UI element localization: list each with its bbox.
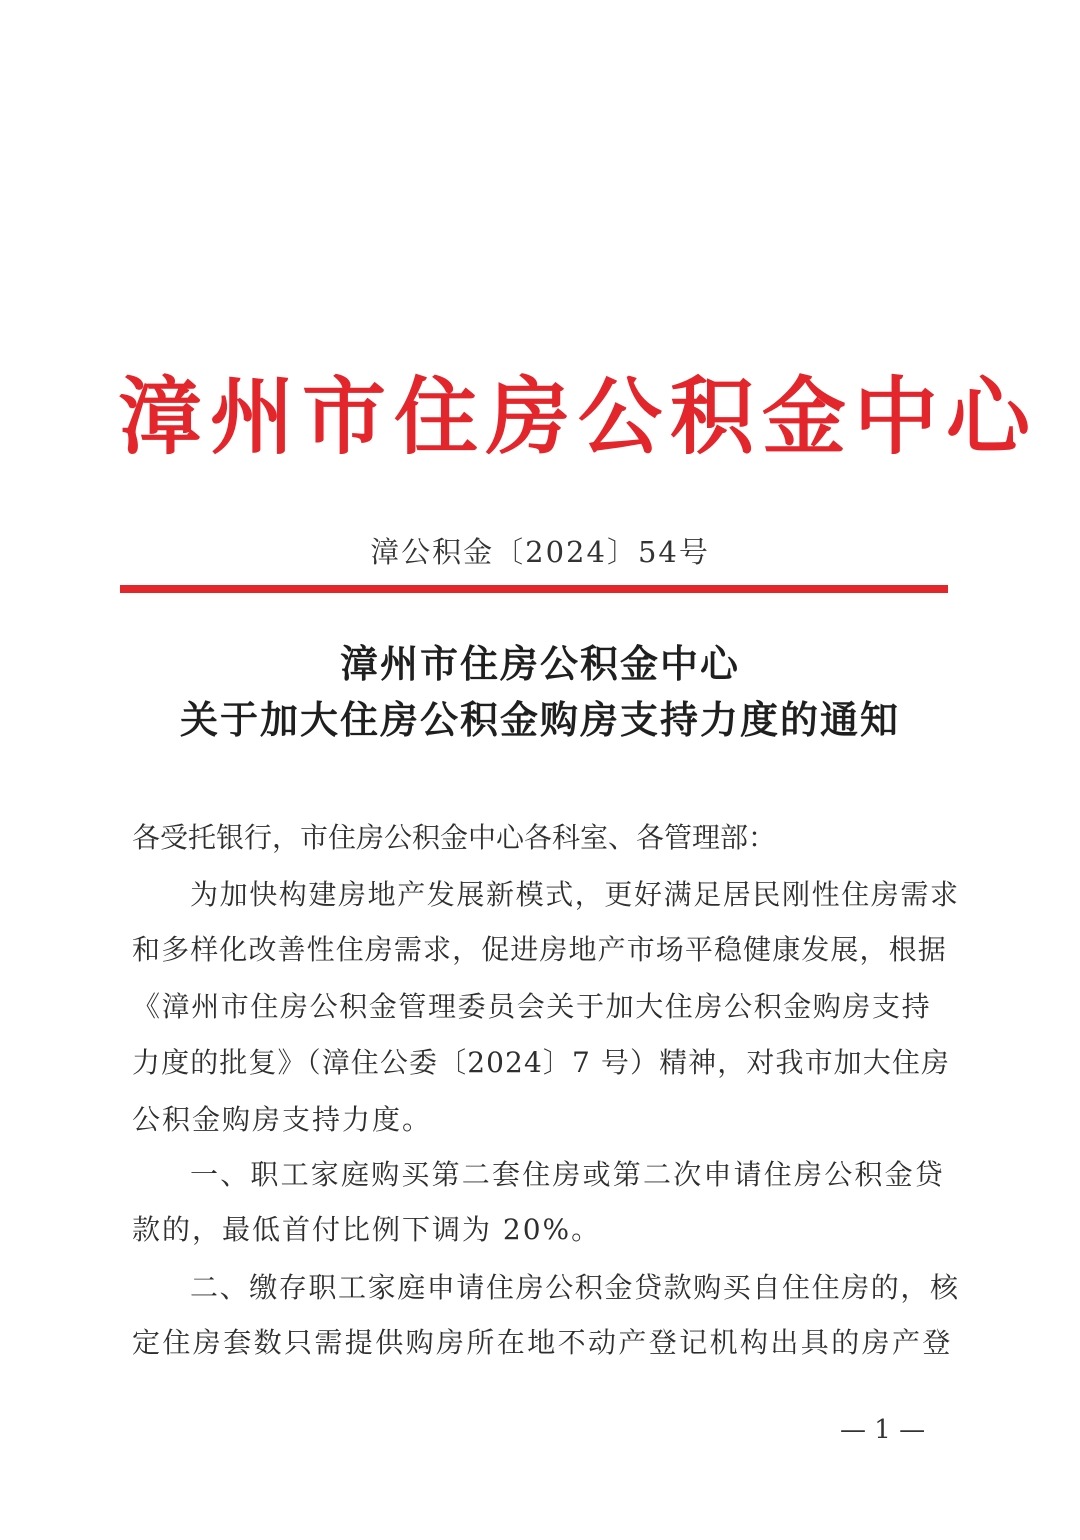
agency-header: 漳州市住房公积金中心 (118, 367, 1039, 466)
item-2-line: 定住房套数只需提供购房所在地不动产登记机构出具的房产登 (132, 1326, 953, 1359)
paragraph-line: 公积金购房支持力度。 (132, 1103, 433, 1136)
paragraph-line: 为加快构建房地产发展新模式，更好满足居民刚性住房需求 (190, 878, 960, 911)
document-title-line-2: 关于加大住房公积金购房支持力度的通知 (179, 697, 900, 742)
item-1-line: 一、职工家庭购买第二套住房或第二次申请住房公积金贷 (190, 1158, 946, 1191)
page-number: — 1 — (840, 1415, 926, 1445)
document-title-line-1: 漳州市住房公积金中心 (339, 641, 740, 686)
paragraph-line: 和多样化改善性住房需求，促进房地产市场平稳健康发展，根据 (132, 933, 947, 966)
addressee-line: 各受托银行，市住房公积金中心各科室、各管理部： (132, 821, 777, 854)
red-divider-line (120, 585, 948, 593)
document-number: 漳公积金〔2024〕54号 (370, 535, 710, 569)
paragraph-line: 《漳州市住房公积金管理委员会关于加大住房公积金购房支持 (132, 990, 932, 1023)
paragraph-line: 力度的批复》（漳住公委〔2024〕7 号）精神，对我市加大住房 (132, 1046, 951, 1079)
item-2-line: 二、缴存职工家庭申请住房公积金贷款购买自住住房的，核 (190, 1271, 960, 1304)
item-1-line: 款的，最低首付比例下调为 20%。 (132, 1213, 602, 1246)
